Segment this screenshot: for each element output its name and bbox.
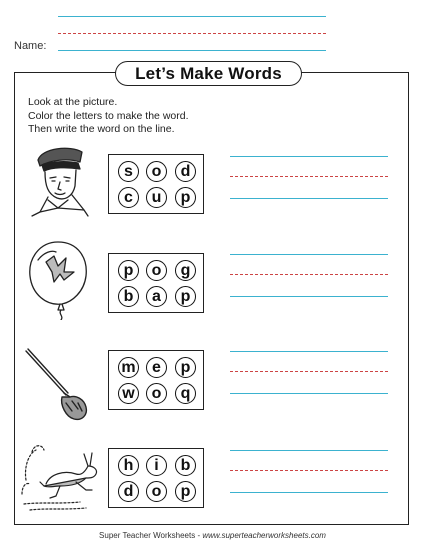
letter-circle[interactable]: m xyxy=(118,357,139,378)
write-line-base[interactable] xyxy=(230,492,388,493)
letter-circle[interactable]: h xyxy=(118,455,139,476)
letter-circle[interactable]: b xyxy=(118,286,139,307)
balloon-picture xyxy=(24,238,92,320)
letter-box-2 xyxy=(108,253,204,313)
letter-circle[interactable]: c xyxy=(118,187,139,208)
letter-circle[interactable]: o xyxy=(146,383,167,404)
write-line-middle xyxy=(230,371,388,372)
footer-separator: - xyxy=(195,531,203,540)
letter-circle[interactable]: b xyxy=(175,455,196,476)
write-line-middle xyxy=(230,274,388,275)
write-line-base[interactable] xyxy=(230,393,388,394)
name-write-line[interactable] xyxy=(58,50,326,51)
write-line-top xyxy=(230,450,388,451)
letter-circle[interactable]: d xyxy=(175,161,196,182)
write-line-top xyxy=(230,254,388,255)
instruction-line-3: Then write the word on the line. xyxy=(28,123,175,135)
letter-circle[interactable]: p xyxy=(175,286,196,307)
police-officer-picture xyxy=(28,142,90,217)
letter-box-4 xyxy=(108,448,204,508)
letter-circle[interactable]: d xyxy=(118,481,139,502)
name-line-top xyxy=(58,16,326,17)
name-label: Name: xyxy=(14,40,47,52)
instruction-line-1: Look at the picture. xyxy=(28,96,118,108)
letter-circle[interactable]: p xyxy=(175,187,196,208)
footer-brand: Super Teacher Worksheets xyxy=(99,531,196,540)
mop-picture xyxy=(22,345,94,425)
letter-circle[interactable]: i xyxy=(146,455,167,476)
letter-circle[interactable]: p xyxy=(175,481,196,502)
write-line-base[interactable] xyxy=(230,296,388,297)
instructions xyxy=(28,96,189,137)
letter-box-1 xyxy=(108,154,204,214)
write-line-middle xyxy=(230,470,388,471)
worksheet-title: Let’s Make Words xyxy=(115,61,302,86)
name-line-middle xyxy=(58,33,326,34)
write-line-middle xyxy=(230,176,388,177)
letter-circle[interactable]: s xyxy=(118,161,139,182)
footer xyxy=(0,531,425,540)
letter-circle[interactable]: a xyxy=(146,286,167,307)
letter-circle[interactable]: q xyxy=(175,383,196,404)
letter-circle[interactable]: o xyxy=(146,161,167,182)
letter-circle[interactable]: o xyxy=(146,481,167,502)
letter-circle[interactable]: p xyxy=(118,260,139,281)
write-line-top xyxy=(230,351,388,352)
letter-box-3 xyxy=(108,350,204,410)
rabbit-picture xyxy=(20,440,102,515)
instruction-line-2: Color the letters to make the word. xyxy=(28,109,189,122)
footer-url[interactable]: www.superteacherworksheets.com xyxy=(202,531,326,540)
letter-circle[interactable]: o xyxy=(146,260,167,281)
letter-circle[interactable]: w xyxy=(118,383,139,404)
write-line-top xyxy=(230,156,388,157)
letter-circle[interactable]: g xyxy=(175,260,196,281)
letter-circle[interactable]: p xyxy=(175,357,196,378)
letter-circle[interactable]: u xyxy=(146,187,167,208)
letter-circle[interactable]: e xyxy=(146,357,167,378)
write-line-base[interactable] xyxy=(230,198,388,199)
